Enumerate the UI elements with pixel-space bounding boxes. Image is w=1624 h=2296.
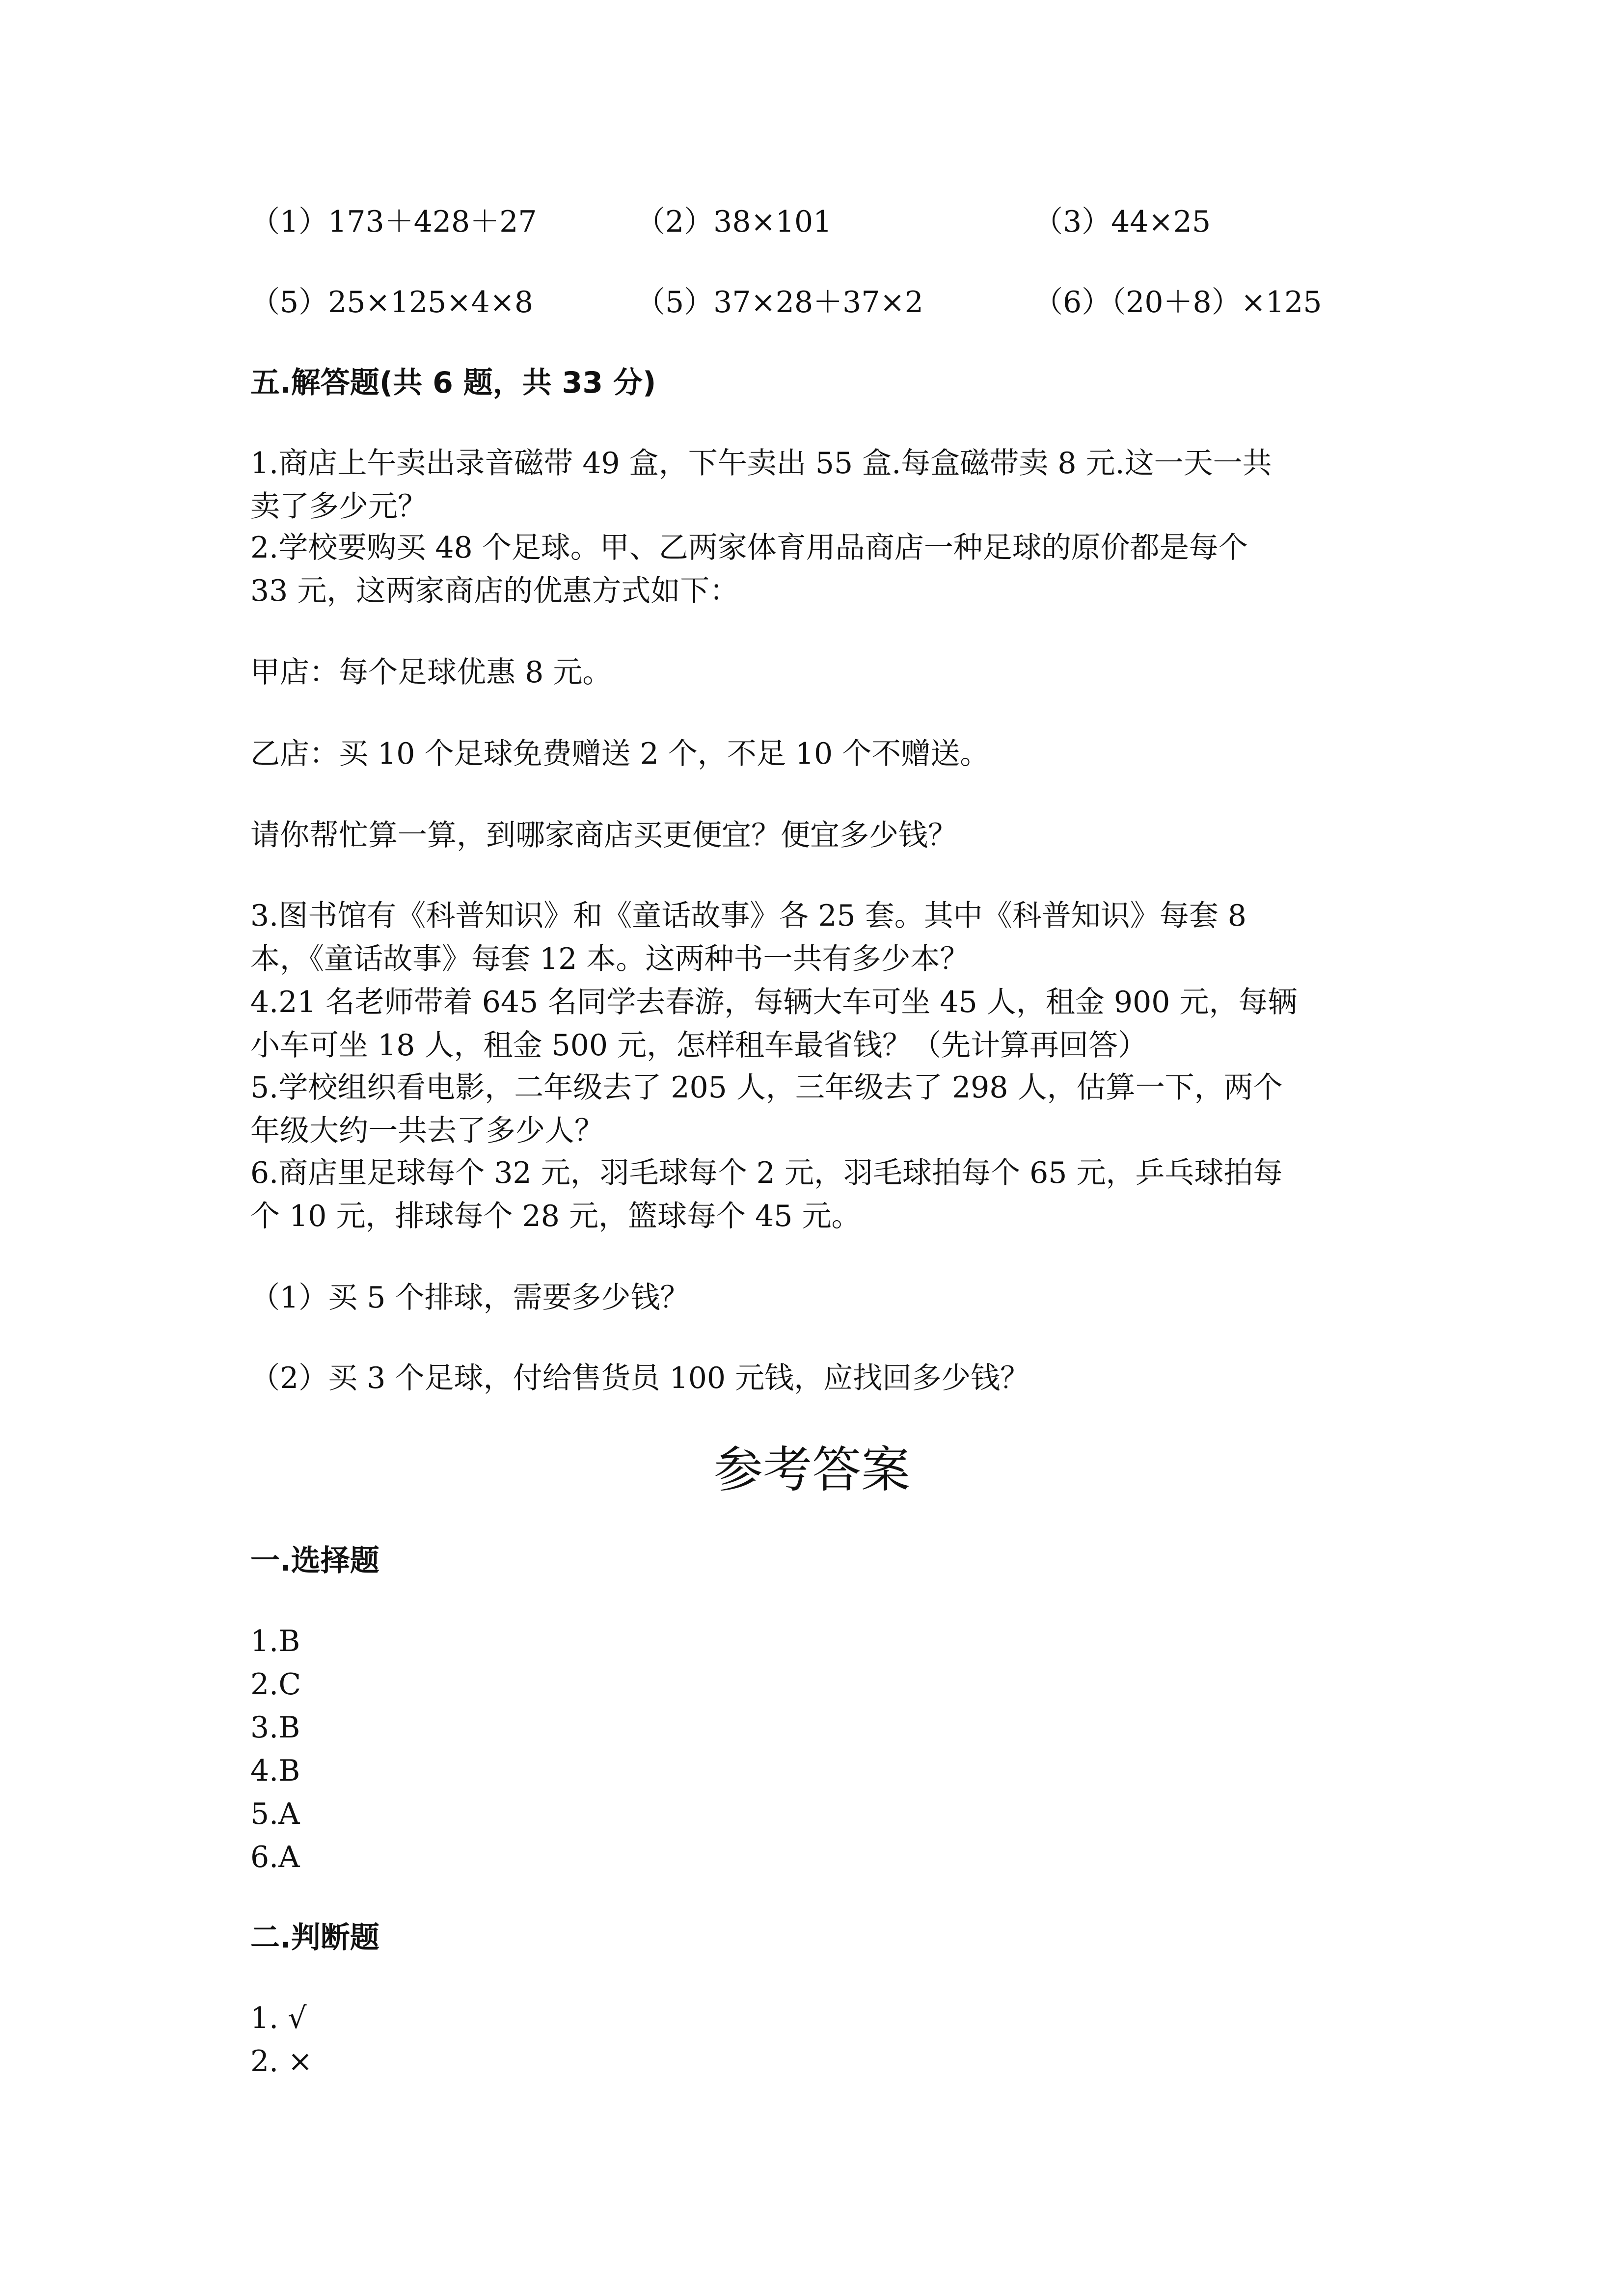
- answer-item: 2.C: [250, 1667, 301, 1702]
- calc-item-1: （1）173＋428＋27: [250, 205, 537, 239]
- question-2-line-2: 33 元，这两家商店的优惠方式如下：: [250, 574, 739, 608]
- calc-item-2: （2）38×101: [636, 205, 832, 239]
- question-4-line-1: 4.21 名老师带着 645 名同学去春游，每辆大车可坐 45 人，租金 900 元，每辆: [250, 985, 1298, 1019]
- question-3-line-1: 3.图书馆有《科普知识》和《童话故事》各 25 套。其中《科普知识》每套 8: [250, 899, 1246, 933]
- question-6-sub-2: （2）买 3 个足球，付给售货员 100 元钱，应找回多少钱？: [250, 1361, 1030, 1395]
- question-2-line-1: 2.学校要购买 48 个足球。甲、乙两家体育用品商店一种足球的原价都是每个: [250, 531, 1248, 565]
- question-1-line-2: 卖了多少元？: [250, 489, 427, 524]
- answer-item: 1. √: [250, 2001, 307, 2035]
- answer-item: 1.B: [250, 1624, 300, 1658]
- answers-section2-heading: 二.判断题: [250, 1921, 379, 1955]
- answer-item: 4.B: [250, 1754, 300, 1788]
- answer-item: 5.A: [250, 1797, 300, 1831]
- answer-item: 2. ×: [250, 2044, 313, 2079]
- question-4-line-2: 小车可坐 18 人，租金 500 元，怎样租车最省钱？（先计算再回答）: [250, 1028, 1148, 1063]
- section5-heading: 五.解答题(共 6 题，共 33 分): [250, 366, 656, 400]
- calc-item-5: （5）37×28＋37×2: [636, 285, 923, 320]
- question-3-line-2: 本，《童话故事》每套 12 本。这两种书一共有多少本？: [250, 942, 970, 976]
- answers-title: 参考答案: [714, 1441, 910, 1498]
- question-5-line-1: 5.学校组织看电影，二年级去了 205 人，三年级去了 298 人，估算一下，两个: [250, 1070, 1283, 1105]
- question-1-line-1: 1.商店上午卖出录音磁带 49 盒，下午卖出 55 盒.每盒磁带卖 8 元.这一天一共: [250, 446, 1272, 481]
- question-6-line-2: 个 10 元，排球每个 28 元，篮球每个 45 元。: [250, 1199, 861, 1233]
- question-5-line-2: 年级大约一共去了多少人？: [250, 1114, 604, 1148]
- calc-item-3: （3）44×25: [1033, 205, 1211, 239]
- question-6-line-1: 6.商店里足球每个 32 元，羽毛球每个 2 元，羽毛球拍每个 65 元，乒乓球拍每: [250, 1156, 1283, 1190]
- answers-section1-heading: 一.选择题: [250, 1544, 379, 1578]
- calc-item-4: （5）25×125×4×8: [250, 285, 534, 320]
- calc-item-6: （6）（20＋8）×125: [1033, 285, 1322, 320]
- question-6-sub-1: （1）买 5 个排球，需要多少钱？: [250, 1281, 690, 1315]
- question-2-ask: 请你帮忙算一算，到哪家商店买更便宜？便宜多少钱？: [250, 818, 957, 853]
- question-2-shop-jia: 甲店：每个足球优惠 8 元。: [250, 655, 612, 690]
- answer-item: 6.A: [250, 1840, 300, 1874]
- question-2-shop-yi: 乙店：买 10 个足球免费赠送 2 个，不足 10 个不赠送。: [250, 737, 990, 771]
- answer-item: 3.B: [250, 1710, 300, 1745]
